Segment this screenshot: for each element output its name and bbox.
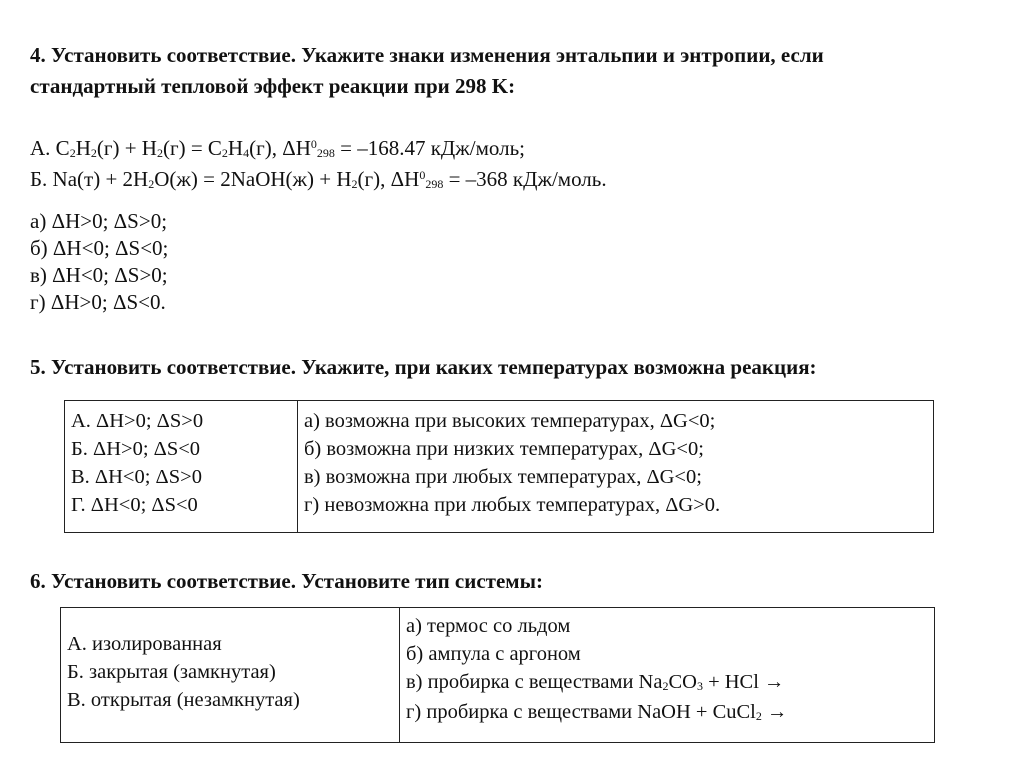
q5-left-item: Б. ΔH>0; ΔS<0 xyxy=(71,438,201,460)
q6-right-column xyxy=(400,608,935,743)
q5-right-item: а) возможна при высоких температурах, ΔG<0; xyxy=(304,410,716,432)
q5-left-item: Г. ΔH<0; ΔS<0 xyxy=(71,494,198,516)
q6-right-item: б) ампула с аргоном xyxy=(406,643,581,665)
q5-left-item: А. ΔH>0; ΔS>0 xyxy=(71,410,204,432)
q5-right-column xyxy=(298,401,934,533)
q6-right-item: в) пробирка с веществами $Na_2CO_3$ + HCl → xyxy=(406,671,785,693)
q4-option: г) ΔH>0; ΔS<0. xyxy=(30,290,166,314)
q4-option: а) ΔH>0; ΔS>0; xyxy=(30,209,168,233)
q5-left-column xyxy=(65,401,298,533)
q6-right-item: г) пробирка с веществами NaOH + CuCl$_2$ → xyxy=(406,701,788,723)
q6-match-table xyxy=(60,607,935,743)
reaction-a: А. $C_2H_2(г) + H_2(г) = C_2H_4(г)$, $\Delta H^0_{298} = -168.47$ кДж/моль; xyxy=(30,136,525,160)
q6-left-item: А. изолированная xyxy=(67,633,222,655)
q6-right-item: а) термос со льдом xyxy=(406,615,571,637)
q6-left-item: В. открытая (незамкнутая) xyxy=(67,689,300,711)
reaction-b: Б. $Na(т) + 2H_2O(ж)$ = 2NaOH(ж) + $H_2(г)$, $\Delta H^0_{298} = -368$ кДж/моль. xyxy=(30,167,607,191)
q6-heading: 6. Установить соответствие. Установите тип системы: xyxy=(30,569,543,593)
q4-heading xyxy=(30,40,824,102)
q4-heading-line1: 4. Установить соответствие. Укажите знаки изменения энтальпии и энтропии, если xyxy=(30,43,824,67)
q5-left-item: В. ΔH<0; ΔS>0 xyxy=(71,466,202,488)
q5-right-item: г) невозможна при любых температурах, ΔG>0. xyxy=(304,494,721,516)
q6-left-item: Б. закрытая (замкнутая) xyxy=(67,661,276,683)
q5-right-item: б) возможна при низких температурах, ΔG<0; xyxy=(304,438,704,460)
q4-option: в) ΔH<0; ΔS>0; xyxy=(30,263,168,287)
q5-right-item: в) возможна при любых температурах, ΔG<0; xyxy=(304,466,702,488)
q4-options xyxy=(30,208,168,316)
q4-option: б) ΔH<0; ΔS<0; xyxy=(30,236,169,260)
q5-heading: 5. Установить соответствие. Укажите, при каких температурах возможна реакция: xyxy=(30,355,817,379)
q5-match-table xyxy=(64,400,934,533)
q4-heading-line2: стандартный тепловой эффект реакции при 298 K: xyxy=(30,74,516,98)
q6-left-column xyxy=(61,608,400,743)
q4-reactions xyxy=(30,134,607,196)
